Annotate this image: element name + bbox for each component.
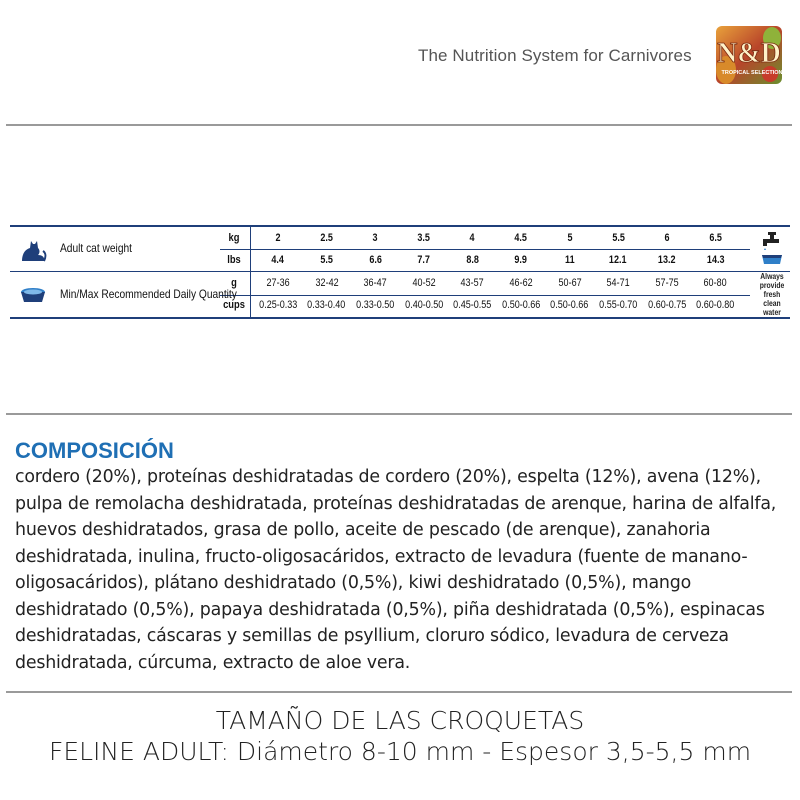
table-cell: 57-75 — [655, 277, 679, 289]
table-cell: 0.50-0.66 — [501, 299, 541, 311]
table-cell: 6.6 — [368, 254, 382, 266]
table-cell: 0.25-0.33 — [258, 299, 298, 311]
food-bowl-icon — [18, 285, 48, 305]
unit-cups: cups — [223, 299, 245, 311]
table-cell: 0.60-0.75 — [647, 299, 686, 311]
table-cell: 14.3 — [706, 254, 725, 266]
table-cell: 13.2 — [658, 254, 676, 266]
kibble-size-detail: FELINE ADULT: Diámetro 8-10 mm - Espesor 3,5-5,5 mm — [48, 737, 752, 766]
table-cell: 46-62 — [509, 277, 533, 289]
table-cell: 8.8 — [466, 254, 479, 266]
water-note — [752, 231, 792, 317]
cat-icon — [18, 235, 48, 263]
table-cell: 0.33-0.50 — [356, 299, 395, 311]
table-cell: 0.50-0.66 — [550, 299, 589, 311]
table-cell: 6 — [664, 232, 670, 244]
table-cell: 40-52 — [412, 277, 436, 289]
table-cell: 9.9 — [514, 254, 528, 266]
table-cell: 50-67 — [558, 277, 582, 289]
tagline: The Nutrition System for Carnivores — [418, 46, 692, 65]
table-cell: 0.45-0.55 — [453, 299, 492, 311]
table-cell: 5 — [567, 232, 573, 244]
composition-text: cordero (20%), proteínas deshidratadas de cordero (20%), espelta (12%), avena (12%), pulpa de remolacha deshidratada, proteínas deshidratadas de arenque, harina de alfalfa, huevos deshidratados, grasa de pollo, aceite de pescado (de arenque), zanahoria deshidratada, inulina, fructo-oligosacáridos, extracto de levadura (fuente de manano-oligosacáridos), plátano deshidratado (0,5%), kiwi deshidratado (0,5%), mango deshidratado (0,5%), papaya deshidratada (0,5%), piña deshidratada (0,5%), espinacas deshidratadas, cáscaras y semillas de psyllium, cloruro sódico, levadura de cerveza deshidratada, cúrcuma, extracto de aloe vera. — [15, 467, 777, 673]
weight-label: Adult cat weight — [60, 241, 133, 255]
table-cell: 12.1 — [609, 254, 627, 266]
unit-divider — [250, 227, 251, 317]
table-cell: 3 — [372, 232, 378, 244]
row-divider — [220, 295, 750, 296]
divider-top — [6, 124, 792, 126]
table-cell: 3.5 — [417, 232, 431, 244]
table-cell: 36-47 — [363, 277, 387, 289]
quantity-label: Min/Max Recommended Daily Quantity — [60, 287, 237, 301]
water-note-line-3: clean water — [763, 299, 781, 317]
unit-kg: kg — [228, 232, 240, 244]
table-cell: 32-42 — [315, 277, 339, 289]
table-cell: 4.4 — [271, 254, 285, 266]
divider-bottom — [6, 691, 792, 693]
table-cell: 11 — [564, 254, 575, 266]
table-cell: 6.5 — [709, 232, 722, 244]
table-cell: 5.5 — [611, 232, 625, 244]
table-cell: 54-71 — [606, 277, 630, 289]
water-note-line-2: provide fresh — [759, 281, 785, 299]
unit-g: g — [231, 277, 237, 289]
composition-title: COMPOSICIÓN — [15, 438, 174, 463]
table-cell: 7.7 — [417, 254, 431, 266]
table-cell: 4 — [469, 232, 475, 244]
table-cell: 43-57 — [460, 277, 484, 289]
row-divider — [220, 249, 750, 250]
table-cell: 0.60-0.80 — [696, 299, 735, 311]
water-note-line-1: Always — [760, 272, 784, 281]
feeding-table — [10, 225, 790, 319]
table-cell: 0.33-0.40 — [307, 299, 346, 311]
table-cell: 60-80 — [703, 277, 727, 289]
unit-lbs: lbs — [227, 254, 241, 266]
table-cell: 4.5 — [514, 232, 528, 244]
table-cell: 0.40-0.50 — [404, 299, 443, 311]
divider-middle — [6, 413, 792, 415]
logo-subtitle: TROPICAL SELECTION — [721, 70, 783, 76]
table-cell: 2 — [275, 232, 281, 244]
logo-lettering: N&D — [717, 38, 781, 69]
table-cell: 0.55-0.70 — [599, 299, 638, 311]
table-cell: 2.5 — [320, 232, 333, 244]
brand-logo — [708, 20, 790, 90]
water-tap-icon — [759, 231, 785, 265]
table-cell: 27-36 — [266, 277, 290, 289]
table-cell: 5.5 — [320, 254, 333, 266]
section-divider — [10, 271, 790, 272]
kibble-size-title: TAMAÑO DE LAS CROQUETAS — [215, 706, 585, 735]
